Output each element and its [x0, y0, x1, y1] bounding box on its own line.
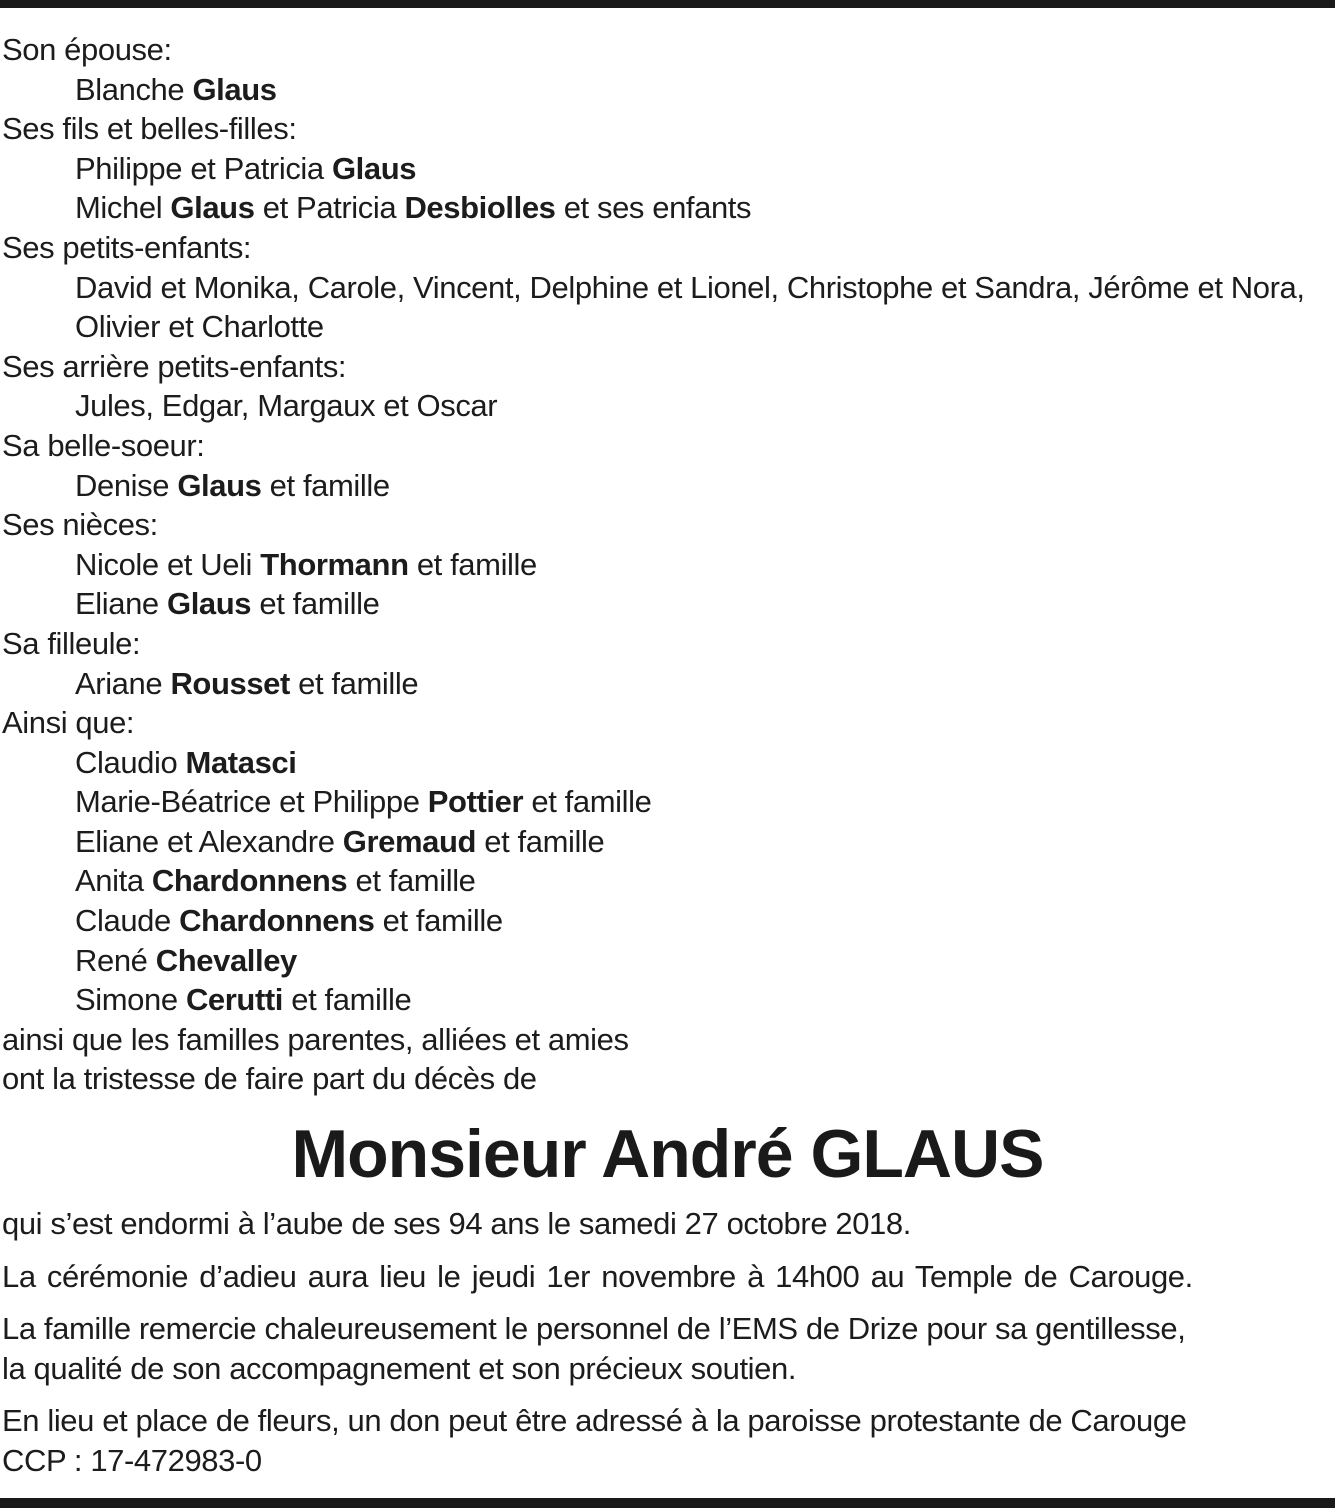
notice-paragraph	[2, 1401, 1335, 1480]
surname: Glaus	[167, 586, 252, 622]
relative-entry	[2, 901, 1335, 941]
name-text: et famille	[476, 823, 605, 859]
name-text: Jules, Edgar, Margaux et Oscar	[75, 388, 498, 424]
family-list	[2, 30, 1335, 1099]
relation-heading: Ainsi que:	[2, 705, 135, 741]
notice-paragraph	[2, 1309, 1335, 1388]
relative-entry	[2, 782, 1335, 822]
relative-entry	[2, 664, 1335, 704]
closing-line: ainsi que les familles parentes, alliées et amies	[2, 1021, 629, 1057]
name-text: Michel	[75, 190, 171, 226]
name-text: Ariane	[75, 665, 171, 701]
name-text: David et Monika, Carole, Vincent, Delphine et Lionel, Christophe et Sandra, Jérôme et Nora, Olivier et Charlotte	[75, 269, 1305, 345]
relative-entry	[2, 149, 1335, 189]
surname: Pottier	[427, 784, 524, 820]
surname: Gremaud	[342, 823, 477, 859]
surname: Thormann	[260, 546, 409, 582]
notice-paragraph	[2, 1204, 1335, 1244]
bottom-border-rule	[0, 1498, 1335, 1508]
relative-entry	[2, 70, 1335, 110]
surname: Glaus	[177, 467, 262, 503]
notice-line: la qualité de son accompagnement et son précieux soutien.	[2, 1350, 797, 1386]
top-border-rule	[0, 0, 1335, 8]
surname: Desbiolles	[404, 190, 556, 226]
name-text: René	[75, 942, 156, 978]
surname: Chardonnens	[179, 903, 375, 939]
relation-heading: Sa belle-soeur:	[2, 427, 205, 463]
name-text: et famille	[251, 586, 380, 622]
name-text: Eliane et Alexandre	[75, 823, 343, 859]
name-text: et famille	[261, 467, 390, 503]
relative-entry	[2, 743, 1335, 783]
relative-entry	[2, 584, 1335, 624]
relation-heading: Sa filleule:	[2, 625, 141, 661]
relative-entry	[2, 980, 1335, 1020]
name-text: et ses enfants	[555, 190, 752, 226]
name-text: et Patricia	[254, 190, 405, 226]
name-text: Philippe et Patricia	[75, 150, 332, 186]
notice-line: En lieu et place de fleurs, un don peut être adressé à la paroisse protestante de Carouge	[2, 1403, 1187, 1439]
name-text: Denise	[75, 467, 178, 503]
notice-paragraphs	[2, 1204, 1335, 1481]
name-text: Claude	[75, 903, 180, 939]
surname: Rousset	[170, 665, 290, 701]
name-text: Simone	[75, 982, 186, 1018]
surname: Matasci	[185, 744, 297, 780]
notice-line: La cérémonie d’adieu aura lieu le jeudi 1er novembre à 14h00 au Temple de Carouge.	[2, 1258, 1193, 1294]
name-text: Claudio	[75, 744, 186, 780]
relation-heading: Ses petits-enfants:	[2, 229, 252, 265]
notice-paragraph	[2, 1257, 1335, 1297]
name-text: et famille	[408, 546, 537, 582]
relation-heading: Ses arrière petits-enfants:	[2, 348, 347, 384]
relation-heading: Ses nièces:	[2, 507, 158, 543]
relative-entry	[2, 861, 1335, 901]
name-text: Nicole et Ueli	[75, 546, 261, 582]
name-text: et famille	[347, 863, 476, 899]
surname: Glaus	[192, 71, 277, 107]
surname: Glaus	[170, 190, 255, 226]
name-text: et famille	[289, 665, 419, 701]
relative-entry	[2, 545, 1335, 585]
surname: Chevalley	[155, 942, 297, 978]
name-text: et famille	[283, 982, 412, 1018]
closing-line: ont la tristesse de faire part du décès de	[2, 1061, 537, 1097]
notice-line: La famille remercie chaleureusement le personnel de l’EMS de Drize pour sa gentillesse,	[2, 1311, 1186, 1347]
name-text: et famille	[523, 784, 652, 820]
name-text: Blanche	[75, 71, 193, 107]
relative-entry	[2, 268, 1333, 347]
name-text: Marie-Béatrice et Philippe	[75, 784, 428, 820]
notice-line: CCP : 17-472983-0	[2, 1442, 262, 1478]
surname: Chardonnens	[151, 863, 348, 899]
surname: Glaus	[331, 150, 417, 186]
relative-entry	[2, 188, 1335, 228]
relative-entry	[2, 941, 1335, 981]
relation-heading: Ses fils et belles-filles:	[2, 111, 297, 147]
name-text: Eliane	[75, 586, 167, 622]
relation-heading: Son épouse:	[2, 32, 172, 67]
notice-line: qui s’est endormi à l’aube de ses 94 ans le samedi 27 octobre 2018.	[2, 1206, 911, 1241]
name-text: et famille	[374, 903, 503, 939]
deceased-name: Monsieur André GLAUS	[291, 1116, 1044, 1192]
relative-entry	[2, 822, 1335, 862]
relative-entry	[2, 466, 1335, 506]
surname: Cerutti	[185, 982, 284, 1018]
name-text: Anita	[75, 863, 152, 899]
relative-entry	[2, 386, 1335, 426]
